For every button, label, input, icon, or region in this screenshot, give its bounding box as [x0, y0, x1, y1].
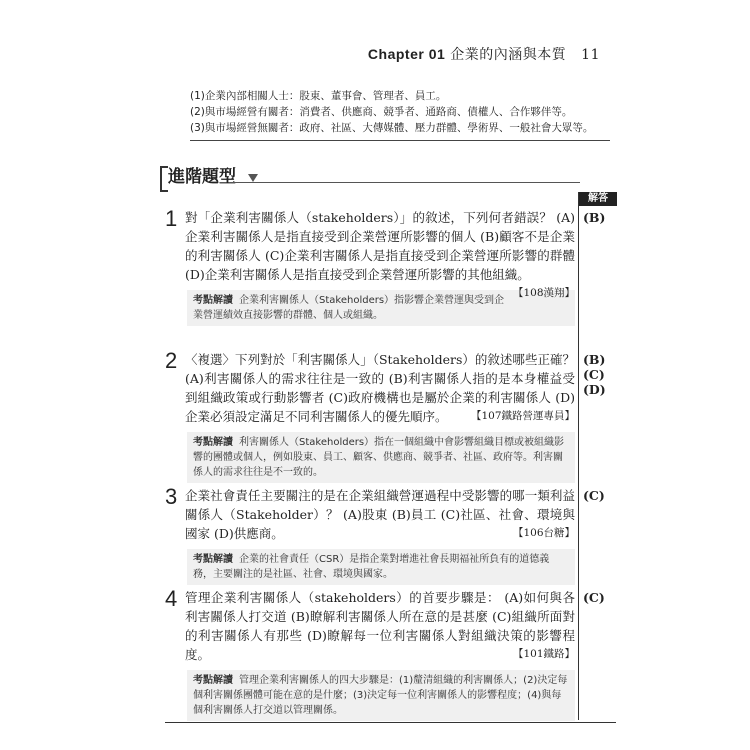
- speech-tail-decoration: [248, 174, 258, 182]
- answer-3: (C): [583, 488, 605, 503]
- answer-column: [578, 192, 617, 720]
- explanation-tag: 考點解讀: [193, 437, 233, 448]
- intro-item: (2)與市場經營有關者：消費者、供應商、競爭者、通路商、債權人、合作夥伴等。: [190, 106, 573, 118]
- page-number: 11: [581, 47, 600, 63]
- page-header: [368, 44, 600, 64]
- explanation: [187, 670, 575, 721]
- question-number: 2: [165, 348, 178, 373]
- divider: [230, 182, 580, 183]
- question-source: 【107鐵路營運專員】: [470, 410, 575, 422]
- answer-4: (C): [583, 590, 605, 605]
- chapter-title: 企業的內涵與本質: [450, 47, 567, 63]
- explanation-tag: 考點解讀: [193, 675, 233, 686]
- question-text: 管理企業利害關係人（stakeholders）的首要步驟是： (A)如何與各利害關係人打交道 (B)瞭解利害關係人所在意的是甚麼 (C)組織所面對的利害關係人有那些 (D)瞭解每一位利害關係人對組織決策的影響程度。 【101鐵路】: [185, 590, 575, 662]
- question-text: 〈複選〉下列對於「利害關係人」（Stakeholders）的敘述哪些正確？ (A)利害關係人的需求往往是一致的 (B)利害關係人指的是本身權益受到組織政策或行動影響者 (C)政府機構也是屬於企業的利害關係人 (D)企業必須設定滿足不同利害關係人的優先順序。 【107鐵路營運專員】: [185, 352, 575, 424]
- question-source: 【108漢翔】: [512, 287, 575, 299]
- question-source: 【101鐵路】: [512, 648, 575, 660]
- question-source: 【106台糖】: [512, 527, 575, 539]
- explanation: [187, 549, 575, 585]
- question-3: [165, 486, 575, 585]
- explanation-text: 企業利害關係人（Stakeholders）指影響企業營運與受到企業營運績效直接影響的群體、個人或組織。: [193, 295, 505, 321]
- question-number: 3: [165, 484, 178, 509]
- explanation-tag: 考點解讀: [193, 295, 233, 306]
- question-4: [165, 588, 575, 721]
- question-number: 4: [165, 586, 178, 611]
- bracket-decoration: [160, 166, 168, 192]
- explanation-text: 利害關係人（Stakeholders）指在一個組織中會影響組織目標或被組織影響的團體或個人，例如股東、員工、顧客、供應商、競爭者、社區、政府等。利害關係人的需求往往是不一致的。: [193, 437, 565, 478]
- chapter-label: Chapter 01: [367, 46, 446, 62]
- intro-list: [190, 88, 610, 141]
- question-text: 對「企業利害關係人（stakeholders）」的敘述，下列何者錯誤？ (A)企業利害關係人是指直接受到企業營運所影響的個人 (B)顧客不是企業的利害關係人 (C)企業利害關係人是指直接受到企業營運所影響的群體 (D)企業利害關係人是指直接受到企業營運所影響的其他組織。 【108漢翔】: [185, 208, 575, 284]
- explanation-tag: 考點解讀: [193, 554, 233, 565]
- answer-label: 解答: [579, 192, 617, 206]
- explanation: [187, 432, 575, 483]
- intro-item: (1)企業內部相關人士：股東、董事會、管理者、員工。: [190, 90, 447, 102]
- section-title: 進階題型: [168, 167, 236, 187]
- question-1: [165, 208, 575, 326]
- answer-2: (B) (C) (D): [583, 352, 606, 397]
- question-number: 1: [165, 206, 178, 231]
- answer-1: (B): [583, 210, 606, 225]
- section-heading: [160, 160, 580, 186]
- intro-item: (3)與市場經營無關者：政府、社區、大傳媒體、壓力群體、學術界、一般社會大眾等。: [190, 122, 594, 134]
- explanation-text: 管理企業利害關係人的四大步驟是：(1)釐清組織的利害關係人；(2)決定每個利害關係團體可能在意的是什麼；(3)決定每一位利害關係人的影響程度；(4)與每個利害關係人打交道以管理關係。: [193, 675, 568, 716]
- explanation-text: 企業的社會責任（CSR）是指企業對增進社會長期福祉所負有的道德義務，主要關注的是社區、社會、環境與國家。: [193, 554, 550, 580]
- question-text: 企業社會責任主要關注的是在企業組織營運過程中受影響的哪一類利益關係人（Stakeholder）？ (A)股東 (B)員工 (C)社區、社會、環境與國家 (D)供應商。 【106台糖】: [185, 488, 575, 541]
- bottom-divider: [165, 722, 616, 723]
- question-2: [165, 350, 575, 483]
